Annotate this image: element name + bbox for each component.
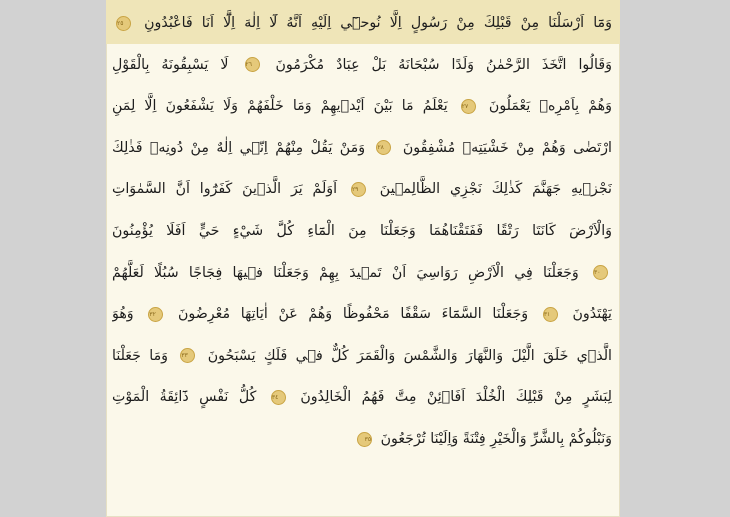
- verse-text: يَهْتَدُونَ: [572, 306, 612, 323]
- verse-text: ارْتَضٰى وَهُمْ مِنْ خَشْيَتِهٖ مُشْفِقُونَ: [402, 139, 612, 156]
- verse-line: [112, 133, 612, 163]
- verse-text: وَمَا جَعَلْنَا: [112, 347, 169, 364]
- ayah-number-marker: ٣٥: [357, 432, 372, 447]
- left-margin: [0, 0, 106, 517]
- verse-text: وَجَعَلْنَا السَّمَٓاءَ سَقْفًا مَحْفُوظًا وَهُمْ عَنْ اٰيَاتِهَا مُعْرِضُونَ: [178, 306, 529, 323]
- verse-line: [112, 174, 612, 204]
- verse-text: الَّذٖي خَلَقَ الَّيْلَ وَالنَّهَارَ وَالشَّمْسَ وَالْقَمَرَ كُلٌّ فٖي فَلَكٍ يَسْبَحُونَ: [207, 347, 612, 364]
- ayah-number-marker: ٣٣: [180, 348, 195, 363]
- verse-text: لَا يَسْبِقُونَهُ بِالْقَوْلِ: [112, 56, 229, 73]
- verse-text: وَمَنْ يَقُلْ مِنْهُمْ اِنّٖي اِلٰهٌ مِنْ دُونِهٖ فَذٰلِكَ: [112, 139, 366, 156]
- right-margin: [620, 0, 730, 517]
- verse-line: [112, 50, 612, 80]
- ayah-number-marker: ٢٧: [461, 99, 476, 114]
- verse-line: [112, 216, 612, 246]
- verse-text: كُلُّ نَفْسٍ ذَٓائِقَةُ الْمَوْتِ: [112, 389, 257, 406]
- verse-text: وَهُمْ بِاَمْرِهٖ يَعْمَلُونَ: [488, 98, 612, 115]
- ayah-number-marker: ٣٤: [271, 390, 286, 405]
- verse-line: [112, 91, 612, 121]
- ayah-number-marker: ٣٢: [148, 307, 163, 322]
- verse-line: [112, 8, 612, 38]
- verse-line: [112, 341, 612, 371]
- verse-text: لِبَشَرٍ مِنْ قَبْلِكَ الْخُلْدَ اَفَا۪ئِنْ مِتَّ فَهُمُ الْخَالِدُونَ: [300, 389, 612, 406]
- verse-text: يَعْلَمُ مَا بَيْنَ اَيْدٖيهِمْ وَمَا خَلْفَهُمْ وَلَا يَشْفَعُونَ اِلَّا لِمَنِ: [112, 98, 448, 115]
- verse-text: اَوَلَمْ يَرَ الَّذٖينَ كَفَرُٓوا اَنَّ السَّمٰوَاتِ: [112, 181, 338, 198]
- ayah-number-marker: ٢٨: [376, 140, 391, 155]
- ayah-number-marker: ٣٠: [593, 265, 608, 280]
- ayah-number-marker: ٢٥: [116, 16, 131, 31]
- verse-text: نَجْزٖيهِ جَهَنَّمَ كَذٰلِكَ نَجْزِي الظَّالِمٖينَ: [379, 181, 612, 198]
- ayah-number-marker: ٣١: [543, 307, 558, 322]
- verse-text: وَهُوَ: [112, 306, 134, 323]
- mushaf-page: [106, 0, 620, 517]
- verse-text: وَمَٓا اَرْسَلْنَا مِنْ قَبْلِكَ مِنْ رَسُولٍ اِلَّا نُوحٖٓي اِلَيْهِ اَنَّهُ لَٓا اِلٰهَ اِلَّٓا اَنَا فَاعْبُدُونِ: [144, 15, 612, 31]
- verse-lines: [106, 0, 620, 517]
- verse-line: [112, 299, 612, 329]
- verse-text: وَالْاَرْضَ كَانَتَا رَتْقًا فَفَتَقْنَاهُمَا وَجَعَلْنَا مِنَ الْمَٓاءِ كُلَّ شَيْءٍ حَيٍّ اَفَلَا يُؤْمِنُونَ: [112, 223, 612, 239]
- verse-line: [112, 424, 612, 454]
- verse-text: وَنَبْلُوكُمْ بِالشَّرِّ وَالْخَيْرِ فِتْنَةً وَاِلَيْنَا تُرْجَعُونَ: [380, 431, 612, 447]
- verse-line: [112, 258, 612, 288]
- verse-line: [112, 382, 612, 412]
- ayah-number-marker: ٢٦: [245, 57, 260, 72]
- verse-text: وَقَالُوا اتَّخَذَ الرَّحْمٰنُ وَلَدًا سُبْحَانَهُ بَلْ عِبَادٌ مُكْرَمُونَ: [275, 56, 612, 73]
- verse-text: وَجَعَلْنَا فِي الْاَرْضِ رَوَاسِيَ اَنْ تَمٖيدَ بِهِمْ وَجَعَلْنَا فٖيهَا فِجَاجًا سُبُلًا لَعَلَّهُمْ: [112, 264, 579, 281]
- ayah-number-marker: ٢٩: [351, 182, 366, 197]
